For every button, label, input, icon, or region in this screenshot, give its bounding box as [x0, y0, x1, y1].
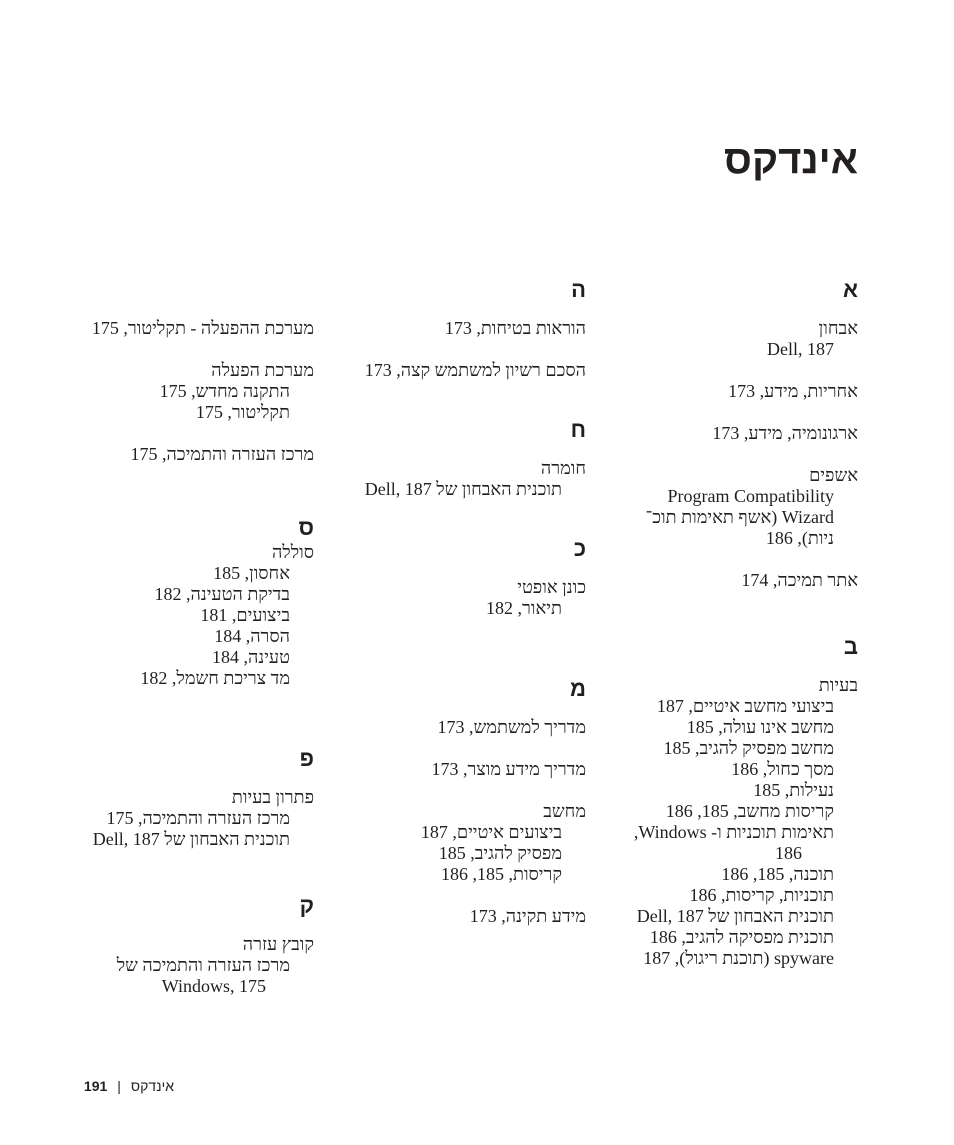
- index-subentry: תיאור, 182: [486, 598, 562, 618]
- index-entry: אבחון: [818, 318, 858, 338]
- index-subentry: מד צריכת חשמל, 182: [140, 668, 290, 688]
- index-entry: הוראות בטיחות, 173: [444, 318, 586, 338]
- letter-heading-qof: ק: [299, 893, 314, 918]
- index-subentry: מרכז העזרה והתמיכה של: [116, 955, 290, 975]
- index-subentry: אחסון, 185: [213, 563, 290, 583]
- index-entry: אשפים: [809, 465, 858, 485]
- index-subentry: בדיקת הטעינה, 182: [154, 584, 290, 604]
- index-entry: פתרון בעיות: [231, 787, 314, 807]
- letter-heading-kaf: כ: [573, 536, 586, 561]
- footer-section-label: אינדקס: [130, 1078, 174, 1094]
- index-subentry: תאימות תוכניות ו- Windows,: [633, 822, 834, 842]
- index-column-3: [84, 276, 314, 997]
- index-subentry: Dell, 187: [767, 339, 834, 359]
- index-subentry: מפסיק להגיב, 185: [438, 843, 562, 863]
- index-entry: הסכם רשיון למשתמש קצה, 173: [364, 360, 586, 380]
- index-subentry: קריסות מחשב, 185, 186: [665, 801, 834, 821]
- index-subentry: ביצועים איטיים, 187: [420, 822, 562, 842]
- index-subentry: התקנה מחדש, 175: [159, 381, 290, 401]
- index-entry: מערכת ההפעלה - תקליטור, 175: [91, 318, 314, 338]
- letter-heading-mem: מ: [570, 676, 586, 701]
- index-subentry: spyware (תוכנת ריגול), 187: [643, 948, 834, 968]
- letter-heading-samech: ס: [298, 515, 314, 540]
- index-entry: מרכז העזרה והתמיכה, 175: [130, 444, 314, 464]
- index-subentry: ביצועי מחשב איטיים, 187: [656, 696, 834, 716]
- footer-separator: |: [117, 1078, 121, 1094]
- index-subentry: מחשב אינו עולה, 185: [686, 717, 834, 737]
- page-footer: [84, 1076, 174, 1096]
- index-subentry: Program Compatibility: [667, 486, 834, 506]
- index-subentry: תקליטור, 175: [195, 402, 290, 422]
- letter-heading-alef: א: [842, 277, 858, 302]
- index-subentry: תוכנית מפסיקה להגיב, 186: [649, 927, 834, 947]
- index-entry: מערכת הפעלה: [211, 360, 314, 380]
- index-subentry: טעינה, 184: [212, 647, 290, 667]
- index-entry: אתר תמיכה, 174: [741, 570, 858, 590]
- index-entry: מדריך מידע מוצר, 173: [431, 759, 586, 779]
- index-subentry: הסרה, 184: [214, 626, 290, 646]
- index-entry: אחריות, מידע, 173: [728, 381, 858, 401]
- index-subentry: מסך כחול, 186: [731, 759, 834, 779]
- index-subentry-continued: 186: [775, 843, 802, 863]
- index-entry: קובץ עזרה: [242, 934, 314, 954]
- letter-heading-bet: ב: [843, 634, 858, 659]
- index-subentry: ביצועים, 181: [200, 605, 290, 625]
- index-entry: בעיות: [818, 675, 858, 695]
- letter-heading-chet: ח: [570, 417, 586, 442]
- index-column-2: [356, 276, 586, 927]
- index-subentry: תוכנית האבחון של Dell, 187: [636, 906, 834, 926]
- index-subentry: תוכנית האבחון של Dell, 187: [92, 829, 290, 849]
- page-title: אינדקס: [724, 138, 858, 182]
- index-subentry: Wizard (אשף תאימות תוכ־: [645, 507, 834, 527]
- index-entry: ארגונומיה, מידע, 173: [712, 423, 858, 443]
- index-subentry: נעילות, 185: [753, 780, 834, 800]
- index-entry: מידע תקינה, 173: [469, 906, 586, 926]
- index-entry: כונן אופטי: [517, 577, 586, 597]
- page-number: 191: [83, 1078, 108, 1094]
- index-subentry: קריסות, 185, 186: [440, 864, 562, 884]
- index-entry: סוללה: [271, 542, 314, 562]
- letter-heading-he: ה: [571, 277, 586, 302]
- index-entry: מדריך למשתמש, 173: [437, 717, 586, 737]
- index-column-1: [618, 276, 858, 969]
- index-subentry: תוכניות, קריסות, 186: [689, 885, 834, 905]
- letter-heading-pe: פ: [299, 746, 314, 771]
- index-subentry: תוכנית האבחון של Dell, 187: [364, 479, 562, 499]
- index-subentry: מרכז העזרה והתמיכה, 175: [106, 808, 290, 828]
- index-entry: מחשב: [543, 801, 586, 821]
- index-entry: חומרה: [540, 458, 586, 478]
- index-subentry: תוכנה, 185, 186: [721, 864, 834, 884]
- index-subentry: מחשב מפסיק להגיב, 185: [663, 738, 834, 758]
- index-subentry-continued: Windows, 175: [161, 976, 266, 996]
- index-subentry: ניות), 186: [765, 528, 834, 548]
